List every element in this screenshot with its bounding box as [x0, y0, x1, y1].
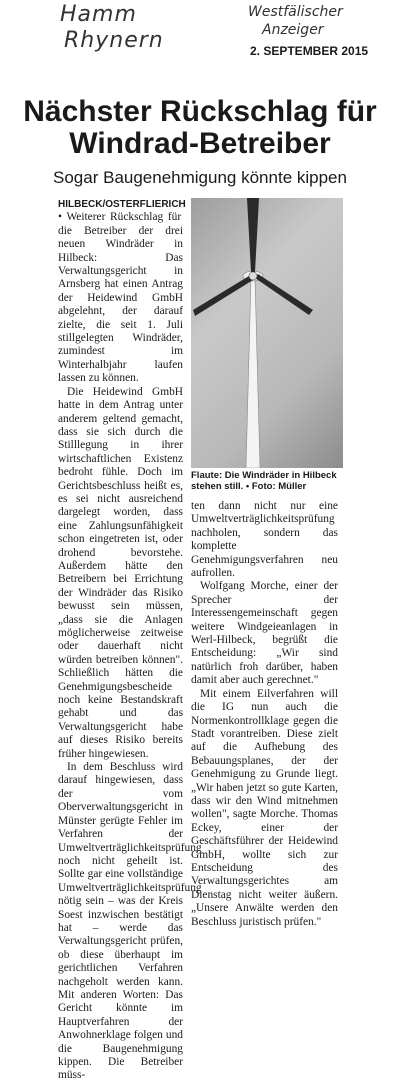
- publication-date: 2. SEPTEMBER 2015: [250, 44, 369, 58]
- handwritten-place-line1: Hamm: [60, 2, 137, 27]
- headline: Nächster Rückschlag für Windrad-Betreiber: [23, 95, 377, 160]
- article-paragraph: Wolfgang Morche, einer der Sprecher der Interessengemeinschaft gegen weitere Windgeieanlagen in Werl-Hilbeck, begrüßt die Entscheidung: „Wir sind natürlich froh darüber, haben damit aber auch gerechnet.": [191, 580, 338, 687]
- article-column-right: [191, 500, 338, 929]
- subheadline: Sogar Baugenehmigung könnte kippen: [53, 168, 347, 187]
- article-paragraph: In dem Beschluss wird darauf hingewiesen, dass der vom Oberverwaltungsgericht in Münster gerügte Fehler im Verfahren der Umweltverträglichkeitsprüfung noch nicht geheilt ist. Sollte gar eine vollständige Umweltverträglichkeitsprüfung nötig sein – was der Kreis Soest inzwischen bestätigt hat – werde das Verwaltungsgericht prüfen, ob diese überhaupt im gerichtlichen Verfahren nachgeholt werden kann. Mit anderen Worten: Das Gericht könnte im Hauptverfahren der Anwohnerklage folgen und die Baugenehmigung kippen. Die Betreiber müss-: [58, 761, 202, 1082]
- lead-text: • Weiterer Rückschlag für die Betreiber der drei neuen Windräder in Hilbeck: Das Verwaltungsgericht in Arnsberg hat einen Antrag der Heidewind GmbH abgelehnt, der darauf zielte, die seit 1. Juli stillgelegten Windräder, zumindest im Winterhalbjahr laufen lassen zu können.: [58, 211, 183, 385]
- handwritten-paper-line1: Westfälischer: [248, 4, 343, 20]
- wind-turbine-illustration: [191, 198, 343, 468]
- wind-turbine-photo: [191, 198, 343, 468]
- handwritten-paper-line2: Anzeiger: [262, 22, 324, 38]
- article-paragraph: [58, 198, 186, 386]
- dateline: HILBECK/OSTERFLIERICH: [58, 199, 186, 210]
- handwritten-place-line2: Rhynern: [64, 28, 164, 53]
- photo-caption: Flaute: Die Windräder in Hilbeck stehen still. • Foto: Müller: [191, 470, 337, 492]
- article-paragraph: ten dann nicht nur eine Umweltverträglichkeitsprüfung nachholen, sondern das komplette Genehmigungsverfahren neu aufrollen.: [191, 500, 338, 580]
- article-paragraph: Mit einem Eilverfahren will die IG nun auch die Normenkontrollklage gegen die Stadt vorantreiben. Diese zielt auf die Aufhebung des Bebauungsplanes, der der Genehmigung zu Grunde liegt. „Wir haben jetzt so gute Karten, dass wir den Wind mitnehmen wollen", sagte Morche. Thomas Eckey, einer der Geschäftsführer der Heidewind GmbH, wollte sich zur Entscheidung des Verwaltungsgerichtes am Dienstag nicht weiter äußern. „Unsere Anwälte werden den Beschluss juristisch prüfen.": [191, 687, 338, 928]
- article-paragraph: Die Heidewind GmbH hatte in dem Antrag unter anderem geltend gemacht, dass sie sich durch die Stilllegung in ihrer wirtschaftlichen Existenz bedroht fühle. Doch im Gerichtsbeschluss heißt es, es sei nicht ausreichend dargelegt worden, dass eine Zahlungsunfähigkeit schon eingetreten ist, oder drohend bevorstehe. Außerdem hätte den Betreibern bei Errichtung der Windräder das Risiko bewusst sein müssen, „dass sie die Anlagen möglicherweise zeitweise oder dauerhaft nicht würden betreiben können". Schließlich hätten die Genehmigungsbescheide noch keine Bestandskraft gehabt und das Verwaltungsgericht habe auf dieses Risiko bereits früher hingewiesen.: [58, 385, 183, 760]
- article-column-left: [58, 198, 202, 1083]
